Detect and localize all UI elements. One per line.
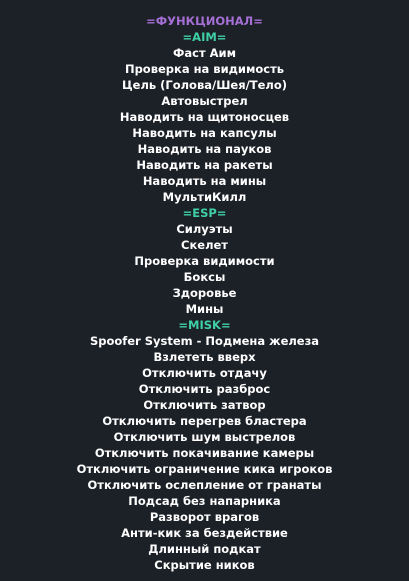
- list-item: Проверка на видимость: [124, 62, 285, 76]
- section-heading-misk: =MISK=: [178, 318, 231, 332]
- list-item: Боксы: [183, 270, 226, 284]
- list-item: Spoofer System - Подмена железа: [89, 334, 320, 348]
- list-item: Отключить ослепление от гранаты: [87, 478, 322, 492]
- list-item: Наводить на пауков: [137, 142, 272, 156]
- list-item: Взлететь вверх: [153, 350, 256, 364]
- list-item: Фаст Аим: [172, 46, 236, 60]
- list-item: Отключить разброс: [138, 382, 271, 396]
- list-item: Отключить ограничение кика игроков: [76, 462, 333, 476]
- list-item: Автовыстрел: [161, 94, 248, 108]
- section-heading-aim: =AIM=: [182, 30, 227, 44]
- list-item: Отключить шум выстрелов: [113, 430, 296, 444]
- list-item: Разворот врагов: [149, 510, 260, 524]
- section-heading-esp: =ESP=: [182, 206, 227, 220]
- list-item: Отключить отдачу: [142, 366, 267, 380]
- list-item: Силуэты: [176, 222, 233, 236]
- list-item: МультиКилл: [162, 190, 247, 204]
- list-item: Анти-кик за бездействие: [121, 526, 288, 540]
- list-item: Длинный подкат: [148, 542, 261, 556]
- list-item: Наводить на мины: [142, 174, 267, 188]
- list-item: Наводить на ракеты: [136, 158, 273, 172]
- list-item: Мины: [185, 302, 224, 316]
- list-item: Здоровье: [172, 286, 237, 300]
- list-item: Наводить на капсулы: [132, 126, 277, 140]
- list-item: Отключить покачивание камеры: [94, 446, 315, 460]
- list-item: Отключить перегрев бластера: [102, 414, 307, 428]
- list-item: Скелет: [181, 238, 228, 252]
- list-item: Наводить на щитоносцев: [119, 110, 290, 124]
- list-item: Отключить затвор: [143, 398, 266, 412]
- list-item: Скрытие ников: [154, 558, 255, 572]
- list-item: Подсад без напарника: [128, 494, 281, 508]
- list-item: Цель (Голова/Шея/Тело): [121, 78, 288, 92]
- page-title: =ФУНКЦИОНАЛ=: [146, 14, 263, 28]
- list-item: Проверка видимости: [134, 254, 275, 268]
